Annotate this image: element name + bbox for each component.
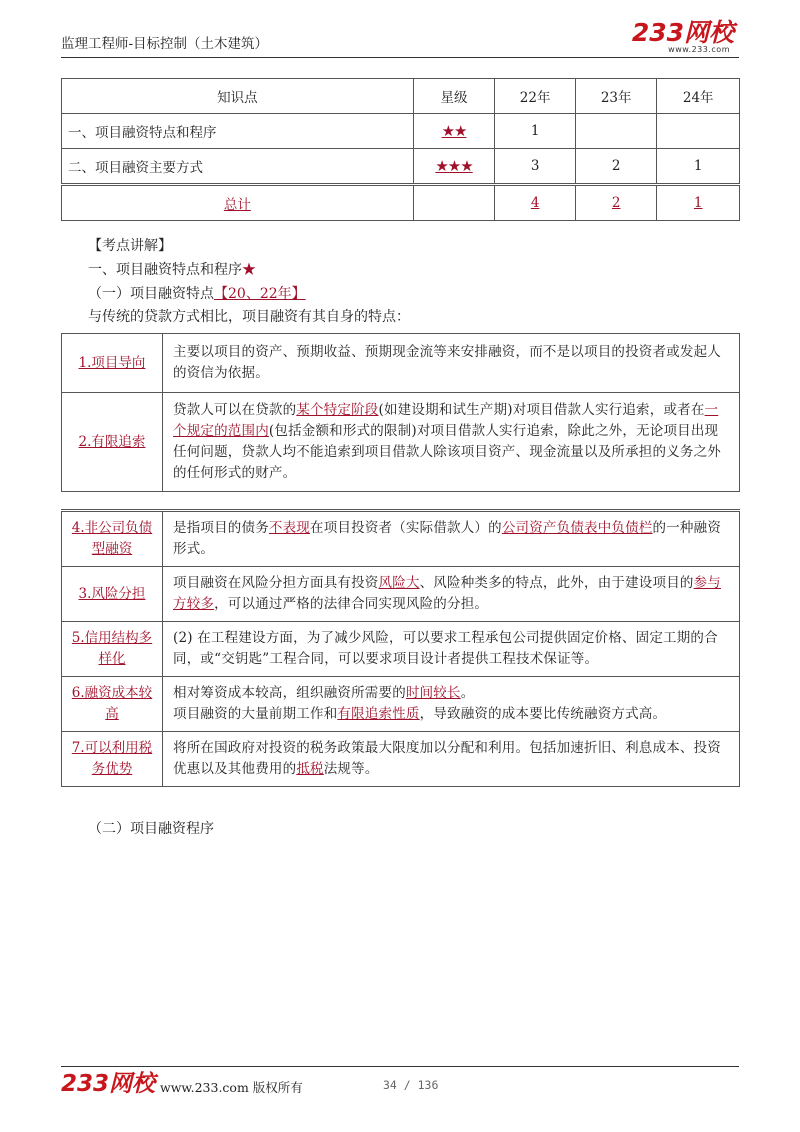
feature-text <box>163 393 740 492</box>
text-run: 的一种融资形式。 <box>173 520 722 557</box>
features-table-a <box>61 333 740 492</box>
feature-label-cell <box>62 511 163 567</box>
y23-cell <box>575 114 657 149</box>
table-row <box>62 149 740 185</box>
feature-row <box>62 511 740 567</box>
highlight-text: 有限追索性质 <box>337 706 420 722</box>
page-number: 34 / 136 <box>383 1078 439 1092</box>
feature-label[interactable]: 6.融资成本较高 <box>71 685 153 722</box>
feature-row <box>62 567 740 622</box>
col-header-stars: 星级 <box>413 79 495 114</box>
col-header-topic: 知识点 <box>62 79 414 114</box>
feature-text <box>163 567 740 622</box>
total-y22-cell <box>495 185 576 221</box>
star-icon: ★ <box>242 262 256 278</box>
document-title: 监理工程师-目标控制（土木建筑） <box>61 36 269 52</box>
feature-row <box>62 732 740 787</box>
stars-cell <box>413 149 495 185</box>
feature-label-cell <box>62 334 163 393</box>
total-y24[interactable]: 1 <box>693 195 703 211</box>
stars-cell <box>413 114 495 149</box>
total-row <box>62 185 740 221</box>
feature-text-line <box>173 683 731 704</box>
highlight-text: 某个特定阶段 <box>296 402 379 418</box>
highlight-text: 时间较长 <box>405 685 461 701</box>
highlight-text: 风险大 <box>378 575 420 591</box>
highlight-text: 抵税 <box>296 761 324 777</box>
feature-row <box>62 677 740 732</box>
text-run: 、风险种类多的特点，此外，由于建设项目的 <box>419 575 694 591</box>
feature-row <box>62 334 740 393</box>
copyright-text: 版权所有 <box>252 1080 303 1095</box>
feature-label[interactable]: 7.可以利用税务优势 <box>71 740 153 777</box>
feature-text <box>163 622 740 677</box>
feature-label-cell <box>62 677 163 732</box>
feature-text <box>163 732 740 787</box>
total-y22[interactable]: 4 <box>530 195 540 211</box>
topic-cell: 二、项目融资主要方式 <box>62 149 414 185</box>
text-run: 主要以项目的资产、预期收益、预期现金流等来安排融资，而不是以项目的投资者或发起人的资信为依据。 <box>173 344 721 381</box>
col-header-y24: 24年 <box>657 79 740 114</box>
feature-text <box>163 334 740 393</box>
feature-label[interactable]: 5.信用结构多样化 <box>71 630 153 667</box>
y24-cell <box>657 114 740 149</box>
feature-label[interactable]: 1.项目导向 <box>78 354 146 371</box>
features-table-b <box>61 509 740 787</box>
y22-cell: 3 <box>495 149 576 185</box>
text-run: 相对筹资成本较高，组织融资所需要的 <box>173 685 406 701</box>
total-y23[interactable]: 2 <box>611 195 621 211</box>
topic-cell: 一、项目融资特点和程序 <box>62 114 414 149</box>
text-run: 将所在国政府对投资的税务政策最大限度加以分配和利用。包括加速折旧、利息成本、投资优惠以及其他费用的 <box>173 740 721 777</box>
feature-row <box>62 622 740 677</box>
feature-text <box>163 511 740 567</box>
highlight-text: 不表现 <box>268 520 311 536</box>
total-y23-cell <box>575 185 657 221</box>
text-run: (如建设期和试生产期)对项目借款人实行追索，或者在 <box>378 402 705 418</box>
highlight-text: 参与方较多 <box>173 575 722 612</box>
header-rule <box>61 57 739 58</box>
feature-row <box>62 393 740 492</box>
exam-years-tag: 【20、22年】 <box>214 286 306 302</box>
y22-cell: 1 <box>495 114 576 149</box>
section-label: 【考点讲解】 <box>88 238 172 254</box>
footer-url[interactable]: www.233.com <box>160 1080 249 1095</box>
text-run: (包括金额和形式的限制)对项目借款人实行追索，除此之外，无论项目出现任何问题，贷款人均不能追索到项目借款人除该项目资产、现金流量以及所承担的义务之外的任何形式的财产。 <box>173 423 721 481</box>
subheading-2: （二）项目融资程序 <box>88 821 214 837</box>
text-run: 是指项目的债务 <box>173 520 269 536</box>
table-row <box>62 114 740 149</box>
feature-label-cell <box>62 732 163 787</box>
highlight-text: 一个规定的范围内 <box>173 402 719 439</box>
footer-copyright <box>160 1078 303 1096</box>
subheading-1 <box>88 283 306 303</box>
col-header-y22: 22年 <box>495 79 576 114</box>
footer-logo[interactable]: 233网校 <box>61 1071 156 1097</box>
star-rating: ★★★ <box>435 157 473 175</box>
brand-url: www.233.com <box>668 45 730 54</box>
text-run: 法规等。 <box>323 761 379 777</box>
brand-logo[interactable]: 233网校 <box>631 18 734 47</box>
total-stars-cell <box>413 185 495 221</box>
summary-table <box>61 78 740 221</box>
text-run: 。 <box>460 685 475 701</box>
text-run: ，可以通过严格的法律合同实现风险的分担。 <box>214 596 489 612</box>
feature-label[interactable]: 2.有限追索 <box>78 433 146 450</box>
total-y24-cell <box>657 185 740 221</box>
feature-label-cell <box>62 622 163 677</box>
total-label-cell <box>62 185 414 221</box>
text-run: 项目融资的大量前期工作和 <box>173 706 338 722</box>
footer-rule <box>61 1066 739 1067</box>
table-header-row <box>62 79 740 114</box>
total-label[interactable]: 总计 <box>223 197 251 213</box>
text-run: ，导致融资的成本要比传统融资方式高。 <box>419 706 667 722</box>
text-run: 项目融资在风险分担方面具有投资 <box>173 575 379 591</box>
y23-cell: 2 <box>575 149 657 185</box>
heading-1 <box>88 259 256 279</box>
highlight-text: 公司资产负债表中负债栏 <box>501 520 653 536</box>
col-header-y23: 23年 <box>575 79 657 114</box>
text-run: 贷款人可以在贷款的 <box>173 402 297 418</box>
feature-text-line <box>173 704 731 725</box>
text-run: 在项目投资者（实际借款人）的 <box>310 520 502 536</box>
star-rating: ★★ <box>441 122 467 140</box>
intro-paragraph: 与传统的贷款方式相比，项目融资有其自身的特点： <box>88 309 410 325</box>
feature-label[interactable]: 3.风险分担 <box>78 585 146 602</box>
feature-label-cell <box>62 393 163 492</box>
feature-label-cell <box>62 567 163 622</box>
heading-1-text: 一、项目融资特点和程序 <box>88 262 242 278</box>
subheading-1-text: （一）项目融资特点 <box>88 286 214 302</box>
text-run: (2) 在工程建设方面，为了减少风险，可以要求工程承包公司提供固定价格、固定工期的合同，或“交钥匙”工程合同，可以要求项目设计者提供工程技术保证等。 <box>173 630 718 667</box>
feature-text <box>163 677 740 732</box>
y24-cell: 1 <box>657 149 740 185</box>
feature-label[interactable]: 4.非公司负债型融资 <box>71 520 153 557</box>
